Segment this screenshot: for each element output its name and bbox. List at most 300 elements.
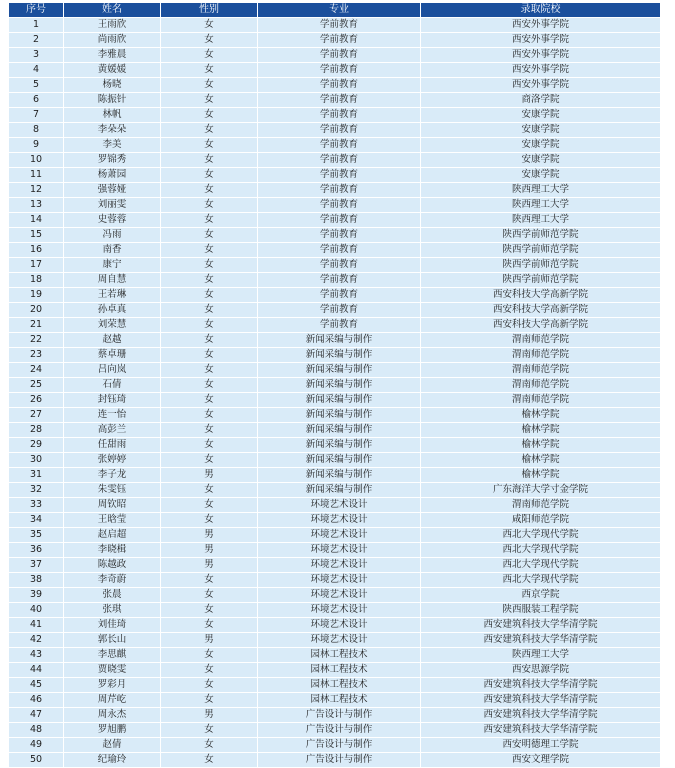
table-row <box>9 378 660 392</box>
cell-major: 新闻采编与制作 <box>258 438 420 452</box>
table-row <box>9 288 660 302</box>
cell-gender: 女 <box>161 393 257 407</box>
cell-school: 陕西学前师范学院 <box>421 273 660 287</box>
cell-gender: 男 <box>161 528 257 542</box>
cell-name: 陈越政 <box>64 558 160 572</box>
cell-gender: 女 <box>161 93 257 107</box>
cell-major: 环境艺术设计 <box>258 558 420 572</box>
cell-name: 李美 <box>64 138 160 152</box>
cell-school: 渭南师范学院 <box>421 363 660 377</box>
cell-name: 史蓉蓉 <box>64 213 160 227</box>
cell-school: 榆林学院 <box>421 423 660 437</box>
cell-index: 32 <box>9 483 63 497</box>
table-row <box>9 168 660 182</box>
cell-major: 新闻采编与制作 <box>258 333 420 347</box>
cell-name: 朱雯钰 <box>64 483 160 497</box>
table-row <box>9 678 660 692</box>
cell-gender: 女 <box>161 678 257 692</box>
cell-school: 陕西理工大学 <box>421 183 660 197</box>
cell-school: 西安科技大学高新学院 <box>421 288 660 302</box>
cell-index: 26 <box>9 393 63 407</box>
cell-name: 林帆 <box>64 108 160 122</box>
cell-name: 周钦昭 <box>64 498 160 512</box>
cell-major: 园林工程技术 <box>258 648 420 662</box>
cell-gender: 女 <box>161 18 257 32</box>
cell-gender: 女 <box>161 303 257 317</box>
cell-school: 榆林学院 <box>421 438 660 452</box>
table-row <box>9 93 660 107</box>
cell-name: 张琪 <box>64 603 160 617</box>
cell-name: 李奇蔚 <box>64 573 160 587</box>
cell-gender: 女 <box>161 273 257 287</box>
cell-major: 学前教育 <box>258 243 420 257</box>
cell-major: 新闻采编与制作 <box>258 408 420 422</box>
table-row <box>9 708 660 722</box>
table-row <box>9 228 660 242</box>
cell-gender: 女 <box>161 258 257 272</box>
cell-gender: 女 <box>161 723 257 737</box>
header-gender: 性别 <box>161 3 257 17</box>
cell-index: 14 <box>9 213 63 227</box>
cell-school: 渭南师范学院 <box>421 348 660 362</box>
cell-index: 21 <box>9 318 63 332</box>
cell-index: 44 <box>9 663 63 677</box>
cell-gender: 女 <box>161 513 257 527</box>
table-row <box>9 423 660 437</box>
cell-index: 33 <box>9 498 63 512</box>
cell-index: 49 <box>9 738 63 752</box>
cell-school: 西北大学现代学院 <box>421 558 660 572</box>
cell-major: 广告设计与制作 <box>258 738 420 752</box>
cell-major: 学前教育 <box>258 33 420 47</box>
cell-name: 蔡卓珊 <box>64 348 160 362</box>
cell-name: 张婷婷 <box>64 453 160 467</box>
cell-school: 咸阳师范学院 <box>421 513 660 527</box>
cell-school: 渭南师范学院 <box>421 333 660 347</box>
cell-name: 高彭兰 <box>64 423 160 437</box>
table-row <box>9 438 660 452</box>
cell-gender: 女 <box>161 138 257 152</box>
cell-name: 吕向岚 <box>64 363 160 377</box>
cell-gender: 女 <box>161 198 257 212</box>
cell-school: 陕西理工大学 <box>421 648 660 662</box>
cell-school: 西安外事学院 <box>421 18 660 32</box>
cell-index: 18 <box>9 273 63 287</box>
cell-index: 47 <box>9 708 63 722</box>
cell-school: 西安建筑科技大学华清学院 <box>421 678 660 692</box>
cell-name: 贾晓雯 <box>64 663 160 677</box>
cell-name: 周芹屹 <box>64 693 160 707</box>
cell-gender: 女 <box>161 228 257 242</box>
cell-index: 27 <box>9 408 63 422</box>
cell-major: 环境艺术设计 <box>258 588 420 602</box>
cell-school: 广东海洋大学寸金学院 <box>421 483 660 497</box>
header-major: 专业 <box>258 3 420 17</box>
table-row <box>9 243 660 257</box>
cell-name: 封钰琦 <box>64 393 160 407</box>
cell-name: 冯雨 <box>64 228 160 242</box>
cell-index: 7 <box>9 108 63 122</box>
cell-school: 榆林学院 <box>421 408 660 422</box>
table-row <box>9 48 660 62</box>
cell-major: 广告设计与制作 <box>258 753 420 767</box>
table-row <box>9 393 660 407</box>
cell-school: 陕西学前师范学院 <box>421 258 660 272</box>
cell-name: 刘荣慧 <box>64 318 160 332</box>
table-row <box>9 303 660 317</box>
cell-major: 广告设计与制作 <box>258 708 420 722</box>
cell-gender: 女 <box>161 318 257 332</box>
cell-school: 西北大学现代学院 <box>421 543 660 557</box>
cell-major: 新闻采编与制作 <box>258 483 420 497</box>
cell-index: 34 <box>9 513 63 527</box>
table-row <box>9 693 660 707</box>
cell-school: 榆林学院 <box>421 453 660 467</box>
cell-major: 学前教育 <box>258 228 420 242</box>
cell-gender: 女 <box>161 588 257 602</box>
cell-name: 南香 <box>64 243 160 257</box>
cell-index: 19 <box>9 288 63 302</box>
table-row <box>9 408 660 422</box>
cell-major: 环境艺术设计 <box>258 633 420 647</box>
cell-index: 6 <box>9 93 63 107</box>
cell-name: 张晨 <box>64 588 160 602</box>
cell-name: 任甜雨 <box>64 438 160 452</box>
cell-index: 8 <box>9 123 63 137</box>
cell-gender: 女 <box>161 438 257 452</box>
cell-index: 20 <box>9 303 63 317</box>
cell-index: 35 <box>9 528 63 542</box>
cell-name: 周永杰 <box>64 708 160 722</box>
cell-index: 1 <box>9 18 63 32</box>
cell-name: 王若琳 <box>64 288 160 302</box>
table-row <box>9 213 660 227</box>
cell-name: 李晓楫 <box>64 543 160 557</box>
cell-index: 42 <box>9 633 63 647</box>
cell-index: 5 <box>9 78 63 92</box>
cell-name: 刘佳琦 <box>64 618 160 632</box>
cell-major: 新闻采编与制作 <box>258 453 420 467</box>
cell-index: 31 <box>9 468 63 482</box>
table-row <box>9 603 660 617</box>
cell-major: 学前教育 <box>258 108 420 122</box>
cell-gender: 男 <box>161 633 257 647</box>
cell-name: 周自慧 <box>64 273 160 287</box>
table-row <box>9 453 660 467</box>
header-row <box>9 3 660 17</box>
cell-index: 38 <box>9 573 63 587</box>
table-row <box>9 483 660 497</box>
cell-name: 赵倩 <box>64 738 160 752</box>
table-body <box>9 18 660 767</box>
header-school: 录取院校 <box>421 3 660 17</box>
cell-school: 西安建筑科技大学华清学院 <box>421 633 660 647</box>
cell-school: 西京学院 <box>421 588 660 602</box>
cell-name: 孙卓真 <box>64 303 160 317</box>
cell-major: 学前教育 <box>258 258 420 272</box>
cell-name: 康宁 <box>64 258 160 272</box>
table-row <box>9 513 660 527</box>
cell-gender: 女 <box>161 123 257 137</box>
cell-name: 纪瑜玲 <box>64 753 160 767</box>
table-row <box>9 663 660 677</box>
cell-school: 陕西理工大学 <box>421 213 660 227</box>
cell-gender: 女 <box>161 693 257 707</box>
table-row <box>9 618 660 632</box>
cell-school: 安康学院 <box>421 168 660 182</box>
cell-index: 4 <box>9 63 63 77</box>
cell-index: 25 <box>9 378 63 392</box>
table-row <box>9 348 660 362</box>
cell-name: 罗旭鹏 <box>64 723 160 737</box>
cell-major: 新闻采编与制作 <box>258 348 420 362</box>
cell-name: 赵启超 <box>64 528 160 542</box>
cell-school: 西安外事学院 <box>421 33 660 47</box>
cell-gender: 女 <box>161 48 257 62</box>
cell-index: 2 <box>9 33 63 47</box>
cell-gender: 女 <box>161 63 257 77</box>
cell-gender: 女 <box>161 243 257 257</box>
cell-name: 石倩 <box>64 378 160 392</box>
cell-gender: 女 <box>161 618 257 632</box>
cell-index: 41 <box>9 618 63 632</box>
cell-major: 新闻采编与制作 <box>258 393 420 407</box>
cell-index: 39 <box>9 588 63 602</box>
cell-gender: 女 <box>161 498 257 512</box>
cell-school: 安康学院 <box>421 108 660 122</box>
cell-major: 学前教育 <box>258 48 420 62</box>
cell-major: 新闻采编与制作 <box>258 423 420 437</box>
cell-school: 西北大学现代学院 <box>421 573 660 587</box>
cell-school: 西安建筑科技大学华清学院 <box>421 618 660 632</box>
cell-gender: 女 <box>161 603 257 617</box>
cell-major: 环境艺术设计 <box>258 543 420 557</box>
table-row <box>9 183 660 197</box>
table-row <box>9 738 660 752</box>
table-row <box>9 753 660 767</box>
cell-gender: 女 <box>161 738 257 752</box>
table-row <box>9 498 660 512</box>
cell-major: 环境艺术设计 <box>258 573 420 587</box>
cell-gender: 女 <box>161 168 257 182</box>
cell-gender: 女 <box>161 573 257 587</box>
cell-school: 安康学院 <box>421 153 660 167</box>
cell-school: 西安文理学院 <box>421 753 660 767</box>
cell-major: 学前教育 <box>258 288 420 302</box>
cell-major: 学前教育 <box>258 318 420 332</box>
cell-gender: 男 <box>161 708 257 722</box>
cell-major: 园林工程技术 <box>258 663 420 677</box>
cell-index: 45 <box>9 678 63 692</box>
table-row <box>9 558 660 572</box>
table-row <box>9 123 660 137</box>
cell-major: 广告设计与制作 <box>258 723 420 737</box>
cell-school: 西安外事学院 <box>421 63 660 77</box>
cell-gender: 女 <box>161 348 257 362</box>
cell-index: 29 <box>9 438 63 452</box>
table-row <box>9 543 660 557</box>
cell-index: 46 <box>9 693 63 707</box>
cell-index: 43 <box>9 648 63 662</box>
cell-gender: 女 <box>161 183 257 197</box>
cell-major: 环境艺术设计 <box>258 513 420 527</box>
cell-school: 安康学院 <box>421 138 660 152</box>
table-row <box>9 468 660 482</box>
cell-index: 16 <box>9 243 63 257</box>
cell-school: 西安建筑科技大学华清学院 <box>421 708 660 722</box>
cell-gender: 男 <box>161 543 257 557</box>
cell-major: 学前教育 <box>258 168 420 182</box>
cell-gender: 女 <box>161 33 257 47</box>
cell-index: 12 <box>9 183 63 197</box>
cell-index: 24 <box>9 363 63 377</box>
cell-school: 西安思源学院 <box>421 663 660 677</box>
header-name: 姓名 <box>64 3 160 17</box>
table-row <box>9 633 660 647</box>
cell-name: 杨晓 <box>64 78 160 92</box>
cell-school: 陕西理工大学 <box>421 198 660 212</box>
cell-major: 新闻采编与制作 <box>258 378 420 392</box>
cell-gender: 男 <box>161 468 257 482</box>
cell-name: 罗彩月 <box>64 678 160 692</box>
cell-gender: 女 <box>161 78 257 92</box>
cell-school: 榆林学院 <box>421 468 660 482</box>
cell-school: 陕西服装工程学院 <box>421 603 660 617</box>
cell-name: 王雨欣 <box>64 18 160 32</box>
cell-major: 环境艺术设计 <box>258 618 420 632</box>
cell-gender: 女 <box>161 423 257 437</box>
cell-name: 刘丽雯 <box>64 198 160 212</box>
cell-index: 37 <box>9 558 63 572</box>
cell-index: 3 <box>9 48 63 62</box>
table-row <box>9 78 660 92</box>
cell-gender: 女 <box>161 108 257 122</box>
table-row <box>9 333 660 347</box>
cell-major: 环境艺术设计 <box>258 498 420 512</box>
table-row <box>9 153 660 167</box>
cell-school: 陕西学前师范学院 <box>421 243 660 257</box>
cell-major: 学前教育 <box>258 198 420 212</box>
table-row <box>9 18 660 32</box>
cell-index: 30 <box>9 453 63 467</box>
table-row <box>9 528 660 542</box>
table-header <box>9 3 660 17</box>
cell-major: 新闻采编与制作 <box>258 363 420 377</box>
cell-index: 48 <box>9 723 63 737</box>
cell-school: 渭南师范学院 <box>421 393 660 407</box>
header-index: 序号 <box>9 3 63 17</box>
cell-gender: 女 <box>161 483 257 497</box>
cell-index: 50 <box>9 753 63 767</box>
table-row <box>9 588 660 602</box>
cell-index: 15 <box>9 228 63 242</box>
table-row <box>9 198 660 212</box>
cell-major: 学前教育 <box>258 303 420 317</box>
cell-school: 西安外事学院 <box>421 78 660 92</box>
cell-name: 郭长山 <box>64 633 160 647</box>
cell-major: 学前教育 <box>258 213 420 227</box>
table-row <box>9 258 660 272</box>
cell-name: 李朵朵 <box>64 123 160 137</box>
cell-school: 安康学院 <box>421 123 660 137</box>
cell-name: 罗锦秀 <box>64 153 160 167</box>
cell-school: 西安建筑科技大学华清学院 <box>421 693 660 707</box>
cell-major: 学前教育 <box>258 18 420 32</box>
cell-name: 杨萧园 <box>64 168 160 182</box>
cell-school: 西安科技大学高新学院 <box>421 318 660 332</box>
admissions-table <box>8 2 661 768</box>
cell-major: 环境艺术设计 <box>258 528 420 542</box>
cell-school: 西安外事学院 <box>421 48 660 62</box>
cell-gender: 女 <box>161 333 257 347</box>
table-row <box>9 108 660 122</box>
cell-major: 环境艺术设计 <box>258 603 420 617</box>
cell-index: 23 <box>9 348 63 362</box>
table-row <box>9 573 660 587</box>
cell-major: 新闻采编与制作 <box>258 468 420 482</box>
cell-name: 黄媛媛 <box>64 63 160 77</box>
cell-school: 西安科技大学高新学院 <box>421 303 660 317</box>
table-row <box>9 63 660 77</box>
cell-name: 王晗莹 <box>64 513 160 527</box>
cell-major: 学前教育 <box>258 78 420 92</box>
cell-gender: 女 <box>161 153 257 167</box>
table-row <box>9 138 660 152</box>
cell-major: 学前教育 <box>258 93 420 107</box>
cell-major: 学前教育 <box>258 123 420 137</box>
cell-major: 学前教育 <box>258 153 420 167</box>
cell-gender: 女 <box>161 648 257 662</box>
cell-major: 学前教育 <box>258 273 420 287</box>
cell-school: 西安明德理工学院 <box>421 738 660 752</box>
cell-school: 西安建筑科技大学华清学院 <box>421 723 660 737</box>
cell-index: 40 <box>9 603 63 617</box>
cell-gender: 女 <box>161 453 257 467</box>
cell-index: 17 <box>9 258 63 272</box>
cell-index: 28 <box>9 423 63 437</box>
cell-school: 陕西学前师范学院 <box>421 228 660 242</box>
cell-index: 13 <box>9 198 63 212</box>
table-row <box>9 723 660 737</box>
cell-name: 尚雨欣 <box>64 33 160 47</box>
table-row <box>9 648 660 662</box>
cell-index: 11 <box>9 168 63 182</box>
cell-gender: 女 <box>161 213 257 227</box>
cell-name: 连一怡 <box>64 408 160 422</box>
cell-major: 学前教育 <box>258 138 420 152</box>
cell-name: 李思麒 <box>64 648 160 662</box>
cell-gender: 女 <box>161 363 257 377</box>
cell-name: 陈振针 <box>64 93 160 107</box>
cell-index: 22 <box>9 333 63 347</box>
table-row <box>9 33 660 47</box>
table-row <box>9 273 660 287</box>
table-row <box>9 318 660 332</box>
cell-gender: 女 <box>161 288 257 302</box>
table-row <box>9 363 660 377</box>
cell-gender: 女 <box>161 753 257 767</box>
cell-major: 园林工程技术 <box>258 678 420 692</box>
cell-gender: 男 <box>161 558 257 572</box>
cell-major: 学前教育 <box>258 63 420 77</box>
cell-major: 园林工程技术 <box>258 693 420 707</box>
cell-name: 李雅晨 <box>64 48 160 62</box>
cell-index: 9 <box>9 138 63 152</box>
cell-school: 西北大学现代学院 <box>421 528 660 542</box>
cell-school: 商洛学院 <box>421 93 660 107</box>
cell-school: 渭南师范学院 <box>421 378 660 392</box>
cell-gender: 女 <box>161 663 257 677</box>
